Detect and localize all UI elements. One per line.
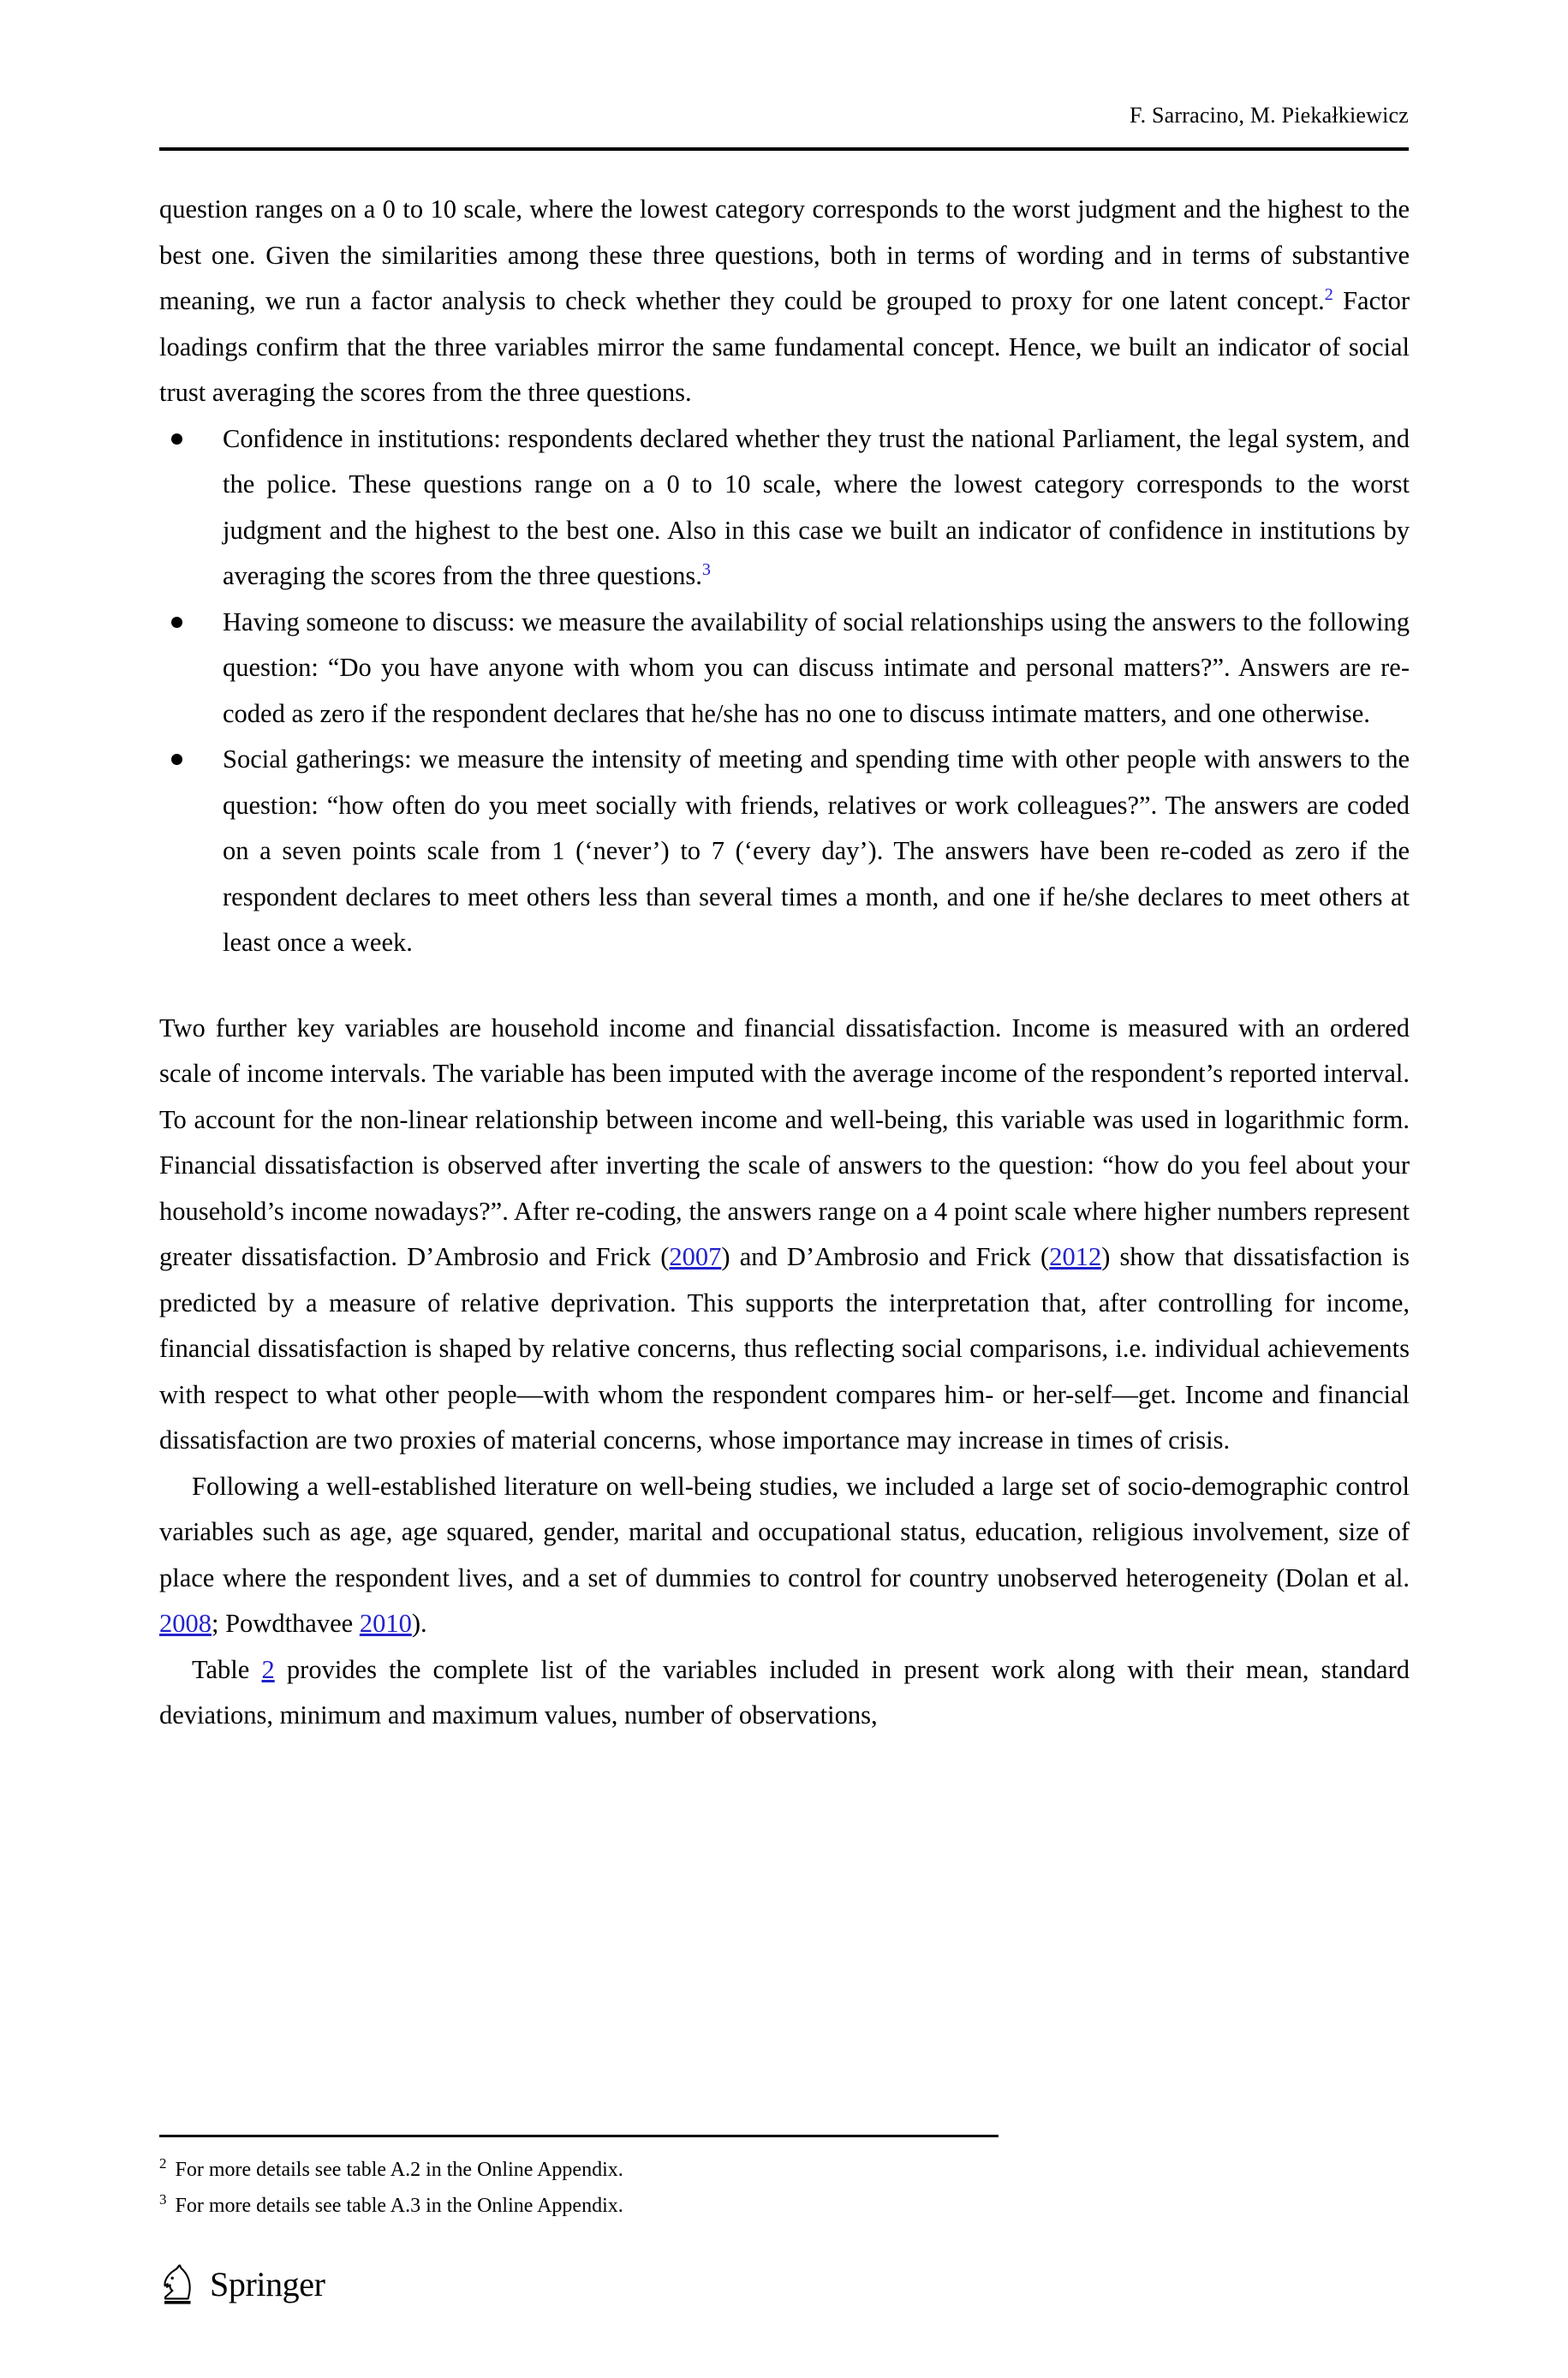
footnote-2-text: For more details see table A.2 in the Online Appendix. xyxy=(175,2159,623,2181)
citation-dambrosio-frick-2007[interactable]: 2007 xyxy=(669,1242,722,1271)
footnote-3 xyxy=(159,2188,1358,2224)
paragraph-spacer xyxy=(159,966,1410,1006)
springer-logo xyxy=(161,2263,325,2306)
list-item xyxy=(159,737,1410,966)
paragraph-continued xyxy=(159,187,1410,416)
paragraph-income-text-c: ) show that dissatisfaction is predicted by a measure of relative deprivation. This supports the interpretation that, after controlling for income, financial dissatisfaction is shaped by relative concerns, thus reflecting social comparisons, i.e. individual achievements with respect to what other people—with whom the respondent compares him- or her-self—get. Income and financial dissatisfaction are two proxies of material concerns, whose importance may increase in times of crisis. xyxy=(159,1242,1410,1455)
paragraph-continued-text-a: question ranges on a 0 to 10 scale, where the lowest category corresponds to the worst judgment and the highest to the best one. Given the similarities among these three questions, both in terms of wording and in terms of substantive meaning, we run a factor analysis to check whether they could be grouped to proxy for one latent concept. xyxy=(159,194,1410,315)
springer-wordmark: Springer xyxy=(210,2265,325,2303)
footnote-ref-2[interactable]: 2 xyxy=(1324,284,1333,304)
table-link-2[interactable]: 2 xyxy=(261,1654,275,1684)
footnote-2 xyxy=(159,2152,1358,2188)
paragraph-table-reference xyxy=(159,1647,1410,1739)
bullet-dot-icon xyxy=(171,754,182,765)
header-rule xyxy=(159,147,1409,151)
citation-powdthavee-2010[interactable]: 2010 xyxy=(359,1609,412,1638)
paragraph-table-text-b: provides the complete list of the variables included in present work along with their mean, standard deviations, minimum and maximum values, number of observations, xyxy=(159,1654,1410,1730)
running-head: F. Sarracino, M. Piekałkiewicz xyxy=(1130,103,1409,128)
paragraph-table-text-a: Table xyxy=(192,1654,262,1684)
bullet-dot-icon xyxy=(171,617,182,628)
body-column xyxy=(159,187,1410,1739)
springer-knight-icon xyxy=(161,2263,199,2306)
footnote-3-number: 3 xyxy=(159,2191,167,2208)
bullet-1-text: Confidence in institutions: respondents declared whether they trust the national Parliament, the legal system, and the police. These questions range on a 0 to 10 scale, where the lowest category corresponds to the worst judgment and the highest to the best one. Also in this case we built an indicator of confidence in institutions by averaging the scores from the three questions. xyxy=(223,423,1410,590)
paragraph-continued-text-b: Factor loadings confirm that the three variables mirror the same fundamental concept. Hence, we built an indicator of social trust averaging the scores from the three questions. xyxy=(159,286,1410,407)
footnote-3-text: For more details see table A.3 in the Online Appendix. xyxy=(175,2195,623,2217)
bullet-3-text: Social gatherings: we measure the intensity of meeting and spending time with other people with answers to the question: “how often do you meet socially with friends, relatives or work colleagues?”. The answers are coded on a seven points scale from 1 (‘never’) to 7 (‘every day’). The answers have been re-coded as zero if the respondent declares to meet others less than several times a month, and one if he/she declares to meet others at least once a week. xyxy=(223,744,1410,957)
footnote-ref-3[interactable]: 3 xyxy=(701,559,711,579)
citation-dambrosio-frick-2012[interactable]: 2012 xyxy=(1049,1242,1102,1271)
footnote-2-number: 2 xyxy=(159,2155,167,2172)
footnote-separator-rule xyxy=(159,2135,999,2137)
list-item xyxy=(159,600,1410,738)
citation-dolan-2008[interactable]: 2008 xyxy=(159,1609,212,1638)
paragraph-income xyxy=(159,1006,1410,1464)
bullet-dot-icon xyxy=(171,433,182,445)
paragraph-controls-text-b: ; Powdthavee xyxy=(212,1609,360,1638)
paragraph-controls xyxy=(159,1464,1410,1647)
variable-bullet-list xyxy=(159,416,1410,966)
paragraph-income-text-a: Two further key variables are household income and financial dissatisfaction. Income is measured with an ordered scale of income intervals. The variable has been imputed with the average income of the respondent’s reported interval. To account for the non-linear relationship between income and well-being, this variable was used in logarithmic form. Financial dissatisfaction is observed after inverting the scale of answers to the question: “how do you feel about your household’s income nowadays?”. After re-coding, the answers range on a 4 point scale where higher numbers represent greater dissatisfaction. D’Ambrosio and Frick ( xyxy=(159,1013,1410,1271)
footnotes-block xyxy=(159,2152,1358,2224)
list-item xyxy=(159,416,1410,600)
paragraph-controls-text-c: ). xyxy=(411,1609,427,1638)
bullet-2-text: Having someone to discuss: we measure the availability of social relationships using the answers to the following question: “Do you have anyone with whom you can discuss intimate and personal matters?”. Answers are re-coded as zero if the respondent declares that he/she has no one to discuss intimate matters, and one otherwise. xyxy=(223,606,1410,728)
paragraph-controls-text-a: Following a well-established literature on well-being studies, we included a large set of socio-demographic control variables such as age, age squared, gender, marital and occupational status, education, religious involvement, size of place where the respondent lives, and a set of dummies to control for country unobserved heterogeneity (Dolan et al. xyxy=(159,1471,1410,1592)
paragraph-income-text-b: ) and D’Ambrosio and Frick ( xyxy=(721,1242,1050,1271)
